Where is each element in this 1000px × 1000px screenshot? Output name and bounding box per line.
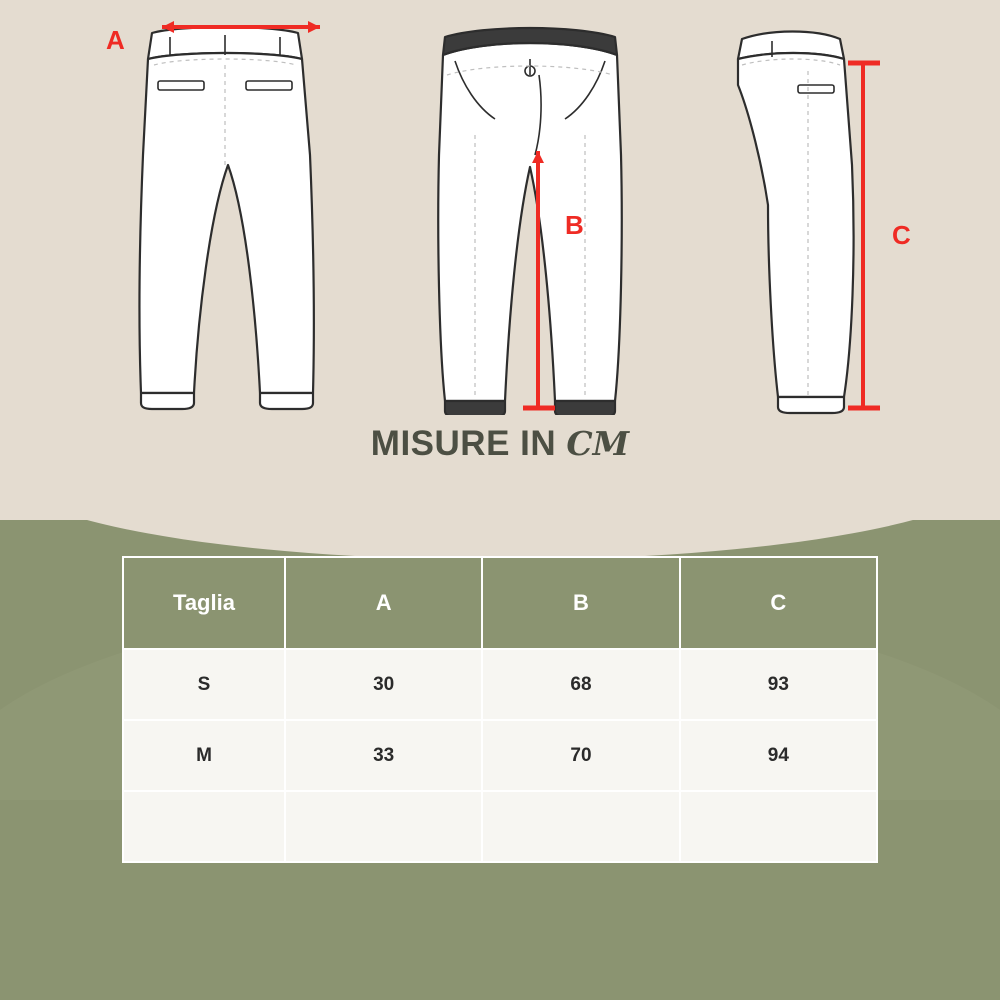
label-a: A xyxy=(106,25,125,55)
size-table xyxy=(122,556,878,863)
cell-c: 94 xyxy=(680,720,877,791)
table-row xyxy=(123,720,877,791)
cell-size xyxy=(123,791,285,862)
cell-b: 70 xyxy=(482,720,679,791)
cell-b xyxy=(482,791,679,862)
table-row xyxy=(123,649,877,720)
column-header-a: A xyxy=(285,557,482,649)
column-header-c: C xyxy=(680,557,877,649)
cell-size: M xyxy=(123,720,285,791)
size-table-wrapper xyxy=(122,556,878,863)
pants-side-view xyxy=(720,15,911,420)
column-header-b: B xyxy=(482,557,679,649)
cell-c xyxy=(680,791,877,862)
column-header-size: Taglia xyxy=(123,557,285,649)
cell-c: 93 xyxy=(680,649,877,720)
cell-a xyxy=(285,791,482,862)
caption-unit: CM xyxy=(566,424,630,463)
pants-illustrations xyxy=(0,0,1000,420)
pants-front-view xyxy=(415,15,645,420)
label-c: C xyxy=(892,220,911,250)
page-title xyxy=(0,424,1000,464)
cell-a: 33 xyxy=(285,720,482,791)
cell-b: 68 xyxy=(482,649,679,720)
table-header-row xyxy=(123,557,877,649)
caption-text: MISURE IN xyxy=(370,424,557,463)
label-b: B xyxy=(565,210,584,240)
table-row xyxy=(123,791,877,862)
pants-back-view xyxy=(106,15,340,420)
cell-size: S xyxy=(123,649,285,720)
cell-a: 30 xyxy=(285,649,482,720)
